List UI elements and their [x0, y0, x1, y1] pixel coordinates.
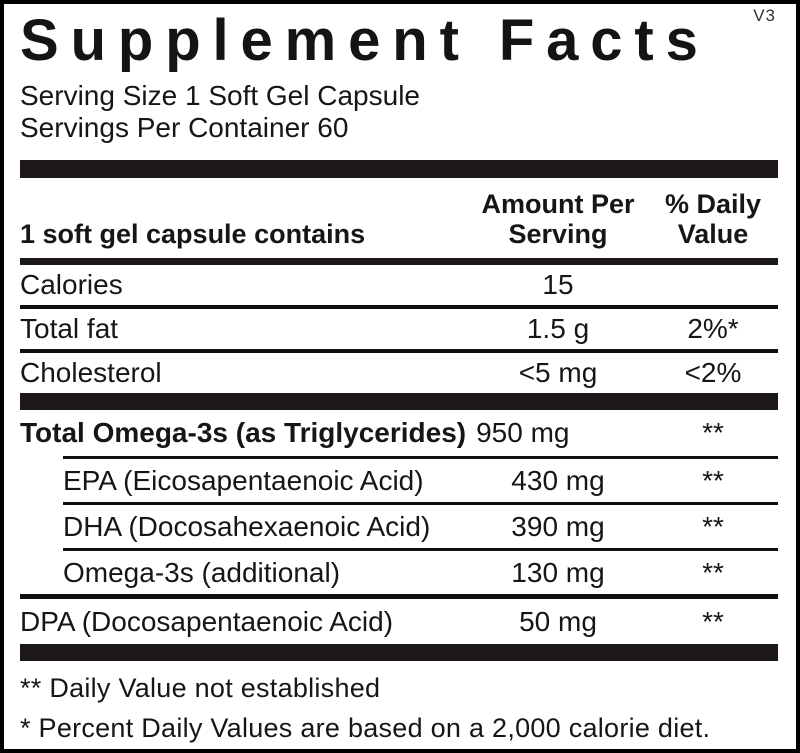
row-daily-value: ** [702, 464, 724, 496]
row-daily-value: <2% [684, 357, 742, 388]
row-name: Omega-3s (additional) [63, 556, 341, 588]
row-amount: 430 mg [511, 464, 605, 496]
row-daily-value: 2%* [687, 313, 739, 344]
row-amount: 950 mg [476, 417, 570, 448]
serving-size-text: Serving Size 1 Soft Gel Capsule [20, 80, 420, 111]
servings-per-container-text: Servings Per Container 60 [20, 112, 349, 143]
version-tag: V3 [753, 6, 776, 25]
table-row-dha [20, 505, 778, 548]
row-daily-value: ** [702, 605, 724, 637]
row-amount: 130 mg [511, 556, 605, 588]
amount-header-line2: Serving [508, 219, 608, 249]
table-row-omega3s-additional [20, 551, 778, 594]
divider-heavy-bar-top [20, 160, 778, 178]
row-name: DPA (Docosapentaenoic Acid) [20, 605, 394, 637]
footnote-percent-dv: * Percent Daily Values are based on a 2,000 calorie diet. [20, 713, 711, 743]
amount-header-line1: Amount Per [481, 189, 635, 219]
footnote-daily-value: ** Daily Value not established [20, 673, 381, 703]
row-name: EPA (Eicosapentaenoic Acid) [63, 464, 424, 496]
row-daily-value: ** [702, 417, 724, 448]
table-row-total-omega3s [20, 410, 778, 456]
amount-column-header [468, 189, 648, 249]
row-name: Calories [20, 269, 123, 300]
row-amount: 50 mg [519, 605, 597, 637]
table-row-calories [20, 265, 778, 305]
dv-header-line1: % Daily [664, 189, 762, 219]
row-name: DHA (Docosahexaenoic Acid) [63, 510, 431, 542]
row-daily-value: ** [702, 556, 724, 588]
row-name: Total Omega-3s (as Triglycerides) [20, 417, 467, 448]
label-title: Supplement Facts [20, 8, 710, 73]
table-header-row [20, 178, 778, 258]
row-amount: <5 mg [518, 357, 598, 388]
divider-section-bar-bottom [20, 644, 778, 661]
row-name: Cholesterol [20, 357, 162, 388]
dv-header-line2: Value [677, 219, 749, 249]
contains-column-header: 1 soft gel capsule contains [20, 219, 366, 249]
row-daily-value: ** [702, 510, 724, 542]
divider-mid-bar [20, 258, 778, 265]
table-row-dpa [20, 599, 778, 644]
row-name: Total fat [20, 313, 119, 344]
row-amount: 1.5 g [526, 313, 590, 344]
table-row-total-fat [20, 309, 778, 349]
table-row-epa [20, 459, 778, 502]
daily-value-column-header [648, 189, 778, 249]
row-amount: 390 mg [511, 510, 605, 542]
row-amount: 15 [542, 269, 574, 300]
divider-section-bar [20, 393, 778, 410]
table-row-cholesterol [20, 353, 778, 393]
